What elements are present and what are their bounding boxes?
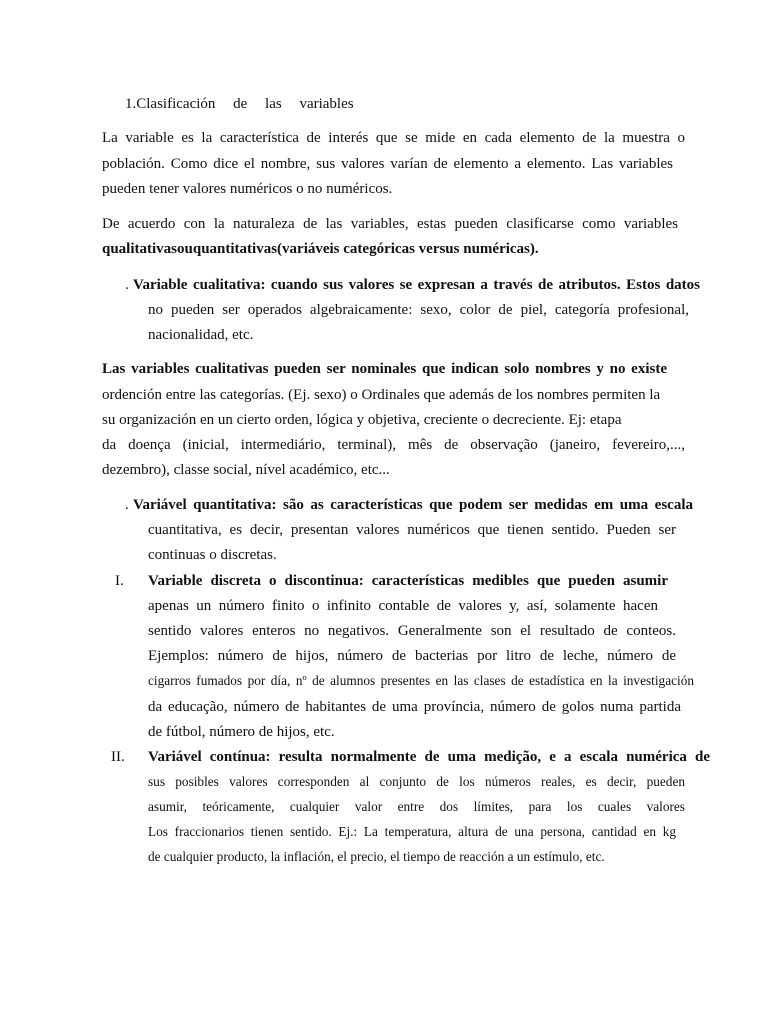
qualitative-line-2: nacionalidad, etc. bbox=[148, 327, 254, 343]
discrete-line-4: cigarros fumados por día, nº de alumnos presentes en las clases de estadística en la investigación bbox=[148, 673, 694, 688]
continuous-marker: II. bbox=[111, 749, 125, 765]
qualitative-para-line-4: da doença (inicial, intermediário, terminal), mês de observação (janeiro, fevereiro,..., bbox=[102, 437, 685, 453]
discrete-lead: Variable discreta o discontinua: características medibles que pueden asumir bbox=[148, 573, 668, 589]
continuous-line-2: asumir, teóricamente, cualquier valor entre dos límites, para los cuales valores bbox=[148, 799, 685, 814]
continuous-line-1: sus posibles valores corresponden al conjunto de los números reales, es decir, pueden bbox=[148, 774, 685, 789]
qualitative-para-line-3: su organización en un cierto orden, lógica y objetiva, creciente o decreciente. Ej: etapa bbox=[102, 412, 622, 428]
discrete-line-3: Ejemplos: número de hijos, número de bacterias por litro de leche, número de bbox=[148, 648, 676, 664]
quantitative-line-1: cuantitativa, es decir, presentan valores numéricos que tienen sentido. Pueden ser bbox=[148, 522, 676, 538]
intro-line-2: población. Como dice el nombre, sus valores varían de elemento a elemento. Las variables bbox=[102, 156, 673, 172]
discrete-line-2: sentido valores enteros no negativos. Generalmente son el resultado de conteos. bbox=[148, 623, 676, 639]
discrete-line-1: apenas un número finito o infinito contable de valores y, así, solamente hacen bbox=[148, 598, 658, 614]
qualitative-para-line-1: Las variables cualitativas pueden ser nominales que indican solo nombres y no existe bbox=[102, 361, 667, 377]
continuous-line-3: Los fraccionarios tienen sentido. Ej.: La temperatura, altura de una persona, cantidad en kg bbox=[148, 824, 676, 839]
qualitative-line-1: no pueden ser operados algebraicamente: sexo, color de piel, categoría profesional, bbox=[148, 302, 689, 318]
continuous-line-4: de cualquier producto, la inflación, el precio, el tiempo de reacción a un estímulo, etc. bbox=[148, 849, 605, 864]
qualitative-para-line-5: dezembro), classe social, nível académico, etc... bbox=[102, 462, 390, 478]
quantitative-line-2: continuas o discretas. bbox=[148, 547, 277, 563]
continuous-lead: Variável contínua: resulta normalmente de uma medição, e a escala numérica de bbox=[148, 749, 710, 765]
discrete-marker: I. bbox=[115, 573, 124, 589]
intro-line-3: pueden tener valores numéricos o no numéricos. bbox=[102, 181, 393, 197]
intro-line-1: La variable es la característica de interés que se mide en cada elemento de la muestra o bbox=[102, 130, 685, 146]
classification-line-1: De acuerdo con la naturaleza de las variables, estas pueden clasificarse como variables bbox=[102, 216, 678, 232]
qualitative-para-line-2: ordención entre las categorías. (Ej. sexo) o Ordinales que además de los nombres permiten la bbox=[102, 387, 661, 403]
quantitative-marker: . bbox=[125, 497, 129, 513]
quantitative-lead: Variável quantitativa: são as características que podem ser medidas em uma escala bbox=[133, 497, 693, 513]
qualitative-marker: . bbox=[125, 277, 129, 293]
discrete-line-5: da educação, número de habitantes de uma província, número de golos numa partida bbox=[148, 699, 681, 715]
section-title: 1.Clasificación de las variables bbox=[125, 96, 354, 112]
qualitative-lead: Variable cualitativa: cuando sus valores se expresan a través de atributos. Estos datos bbox=[133, 277, 700, 293]
classification-line-2: qualitativasouquantitativas(variáveis categóricas versus numéricas). bbox=[102, 241, 539, 257]
discrete-line-6: de fútbol, número de hijos, etc. bbox=[148, 724, 335, 740]
